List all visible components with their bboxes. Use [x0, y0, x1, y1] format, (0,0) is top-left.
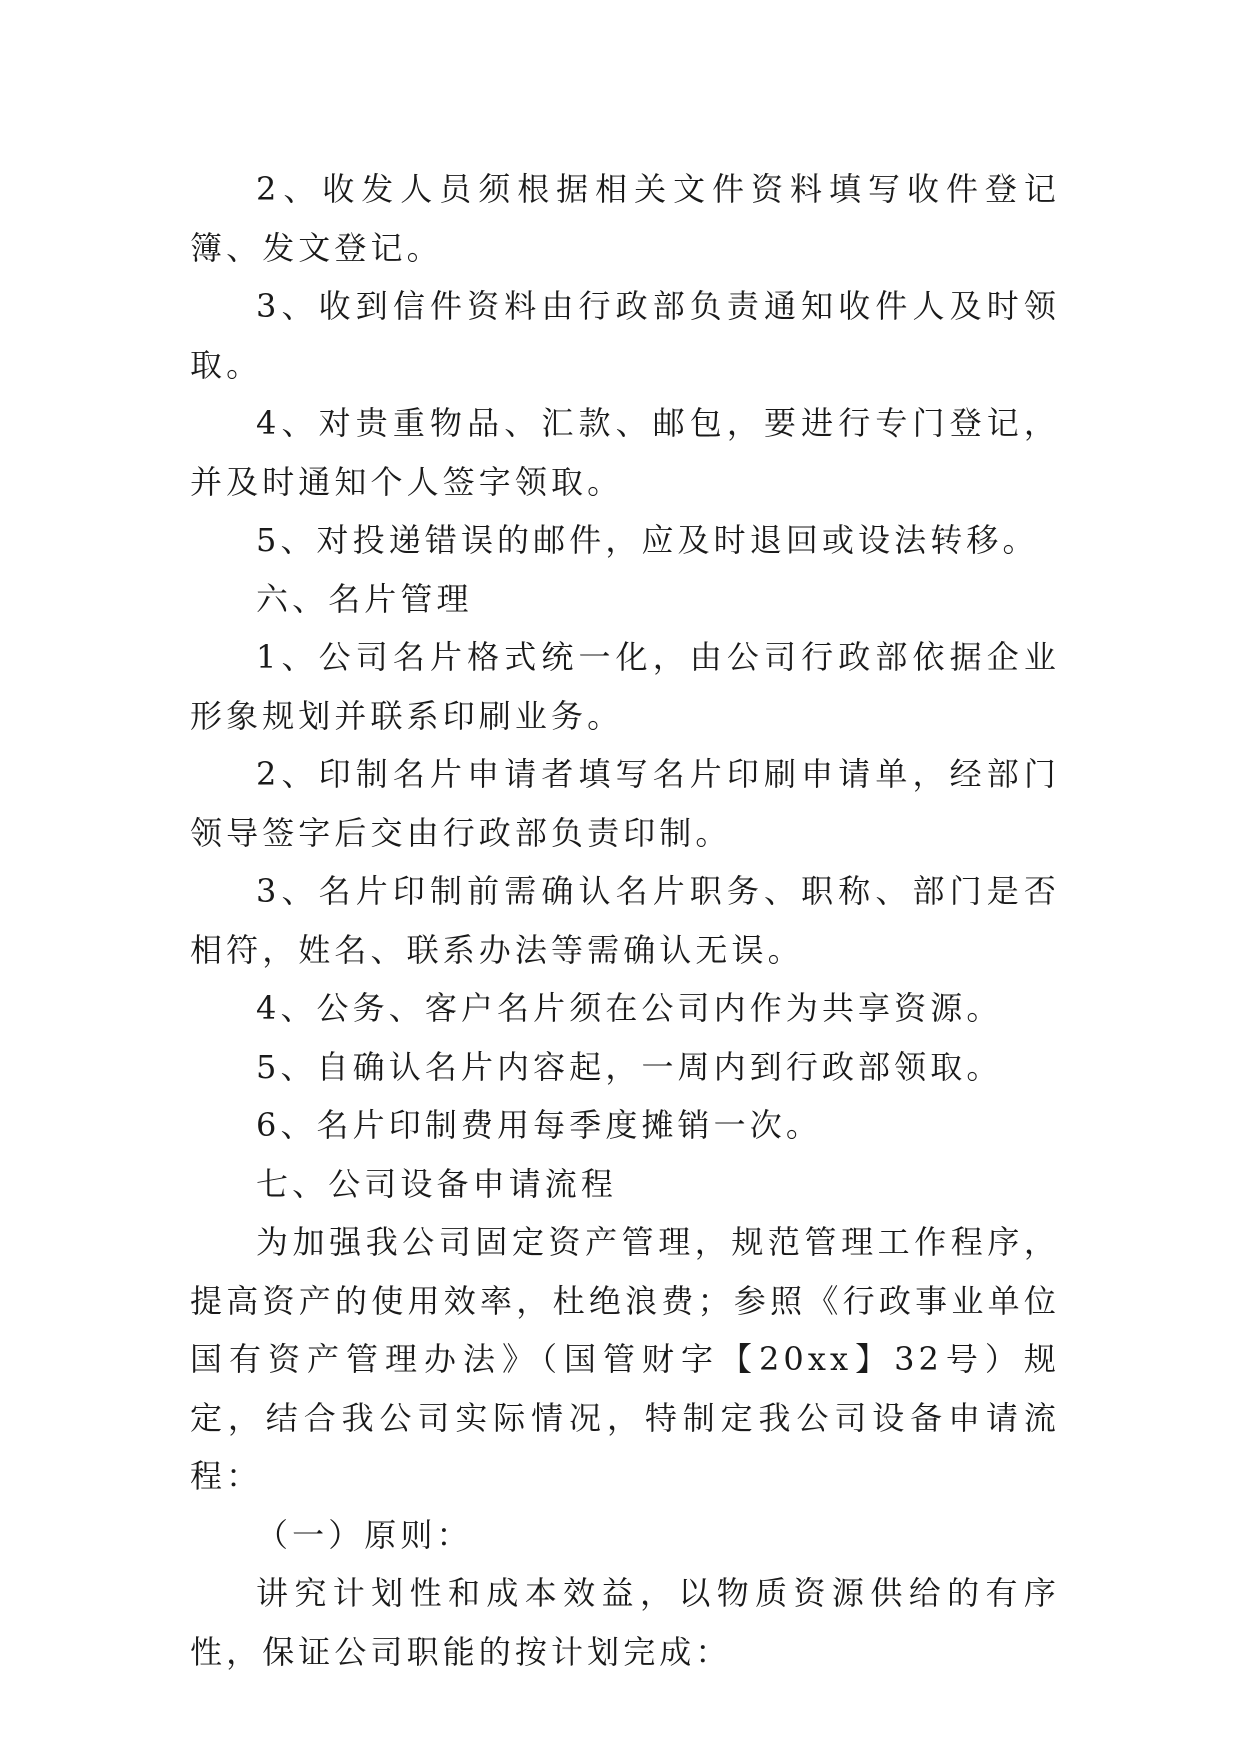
paragraph-misdelivered-mail: 5、对投递错误的邮件，应及时退回或设法转移。 — [256, 521, 1039, 559]
paragraph-card-format: 1、公司名片格式统一化，由公司行政部依据企业形象规划并联系印刷业务。 — [190, 638, 1060, 735]
paragraph-card-pickup: 5、自确认名片内容起，一周内到行政部领取。 — [256, 1047, 1003, 1086]
paragraph-card-cost: 6、名片印制费用每季度摊销一次。 — [256, 1106, 822, 1144]
subsection-heading-principles: （一）原则： — [256, 1515, 473, 1554]
paragraph-card-verification: 3、名片印制前需确认名片职务、职称、部门是否相符，姓名、联系办法等需确认无误。 — [190, 872, 1060, 969]
section-heading-equipment-application: 七、公司设备申请流程 — [256, 1164, 618, 1203]
section-heading-business-cards: 六、名片管理 — [256, 579, 473, 618]
paragraph-principles: 讲究计划性和成本效益，以物质资源供给的有序性，保证公司职能的按计划完成： — [190, 1574, 1060, 1671]
paragraph-card-sharing: 4、公务、客户名片须在公司内作为共享资源。 — [256, 989, 1003, 1027]
paragraph-notify-recipient: 3、收到信件资料由行政部负责通知收件人及时领取。 — [190, 287, 1060, 384]
paragraph-equipment-intro: 为加强我公司固定资产管理，规范管理工作程序，提高资产的使用效率，杜绝浪费；参照《行政事业单位国有资产管理办法》（国管财字【20xx】32号）规定，结合我公司实际情况，特制定我公司设备申请流程： — [190, 1223, 1060, 1495]
paragraph-mail-registration: 2、收发人员须根据相关文件资料填写收件登记簿、发文登记。 — [190, 170, 1060, 267]
document-body — [190, 160, 1060, 1681]
paragraph-valuables-registration: 4、对贵重物品、汇款、邮包，要进行专门登记，并及时通知个人签字领取。 — [190, 404, 1060, 501]
paragraph-card-application: 2、印制名片申请者填写名片印刷申请单，经部门领导签字后交由行政部负责印制。 — [190, 755, 1060, 852]
